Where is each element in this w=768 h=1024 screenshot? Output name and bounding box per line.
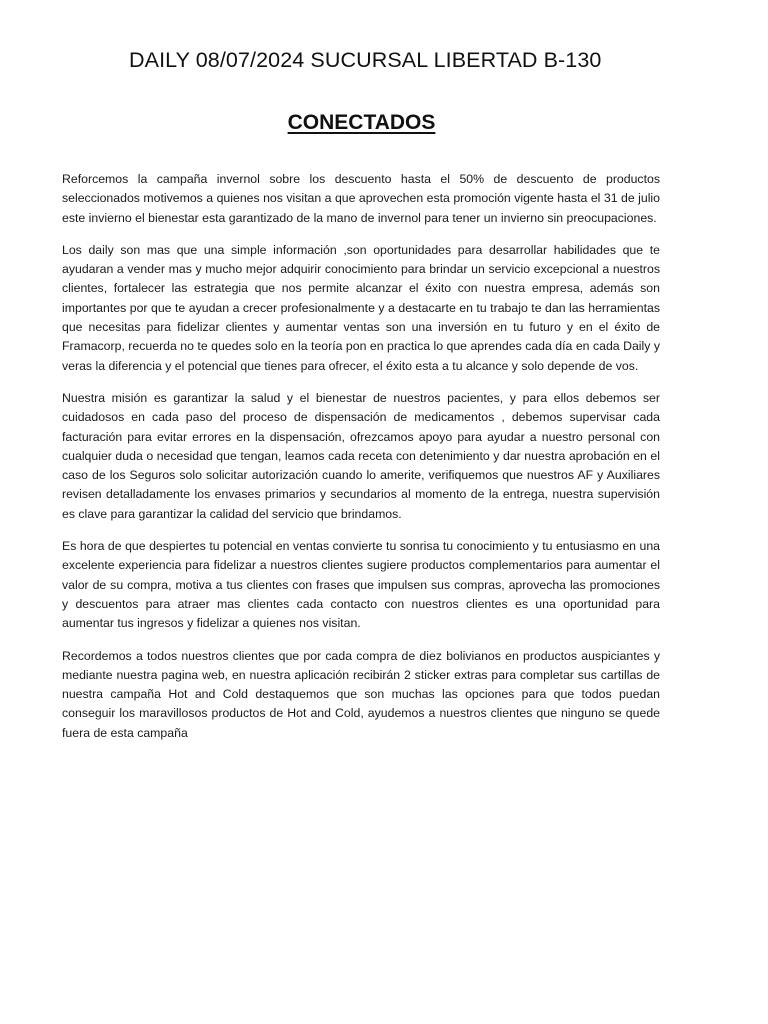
document-body — [62, 170, 660, 756]
paragraph-mission: Nuestra misión es garantizar la salud y el bienestar de nuestros pacientes, y para ellos debemos ser cuidadosos en cada paso del proceso de dispensación de medicamentos , debemos supervisar cada facturación para evitar errores en la dispensación, ofrezcamos apoyo para ayudar a nuestro personal con cualquier duda o necesidad que tengan, leamos cada receta con detenimiento y dar nuestra aprobación en el caso de los Seguros solo solicitar autorización cuando lo amerite, verifiquemos que nuestros AF y Auxiliares revisen detalladamente los envases primarios y secundarios al momento de la entrega, nuestra supervisión es clave para garantizar la calidad del servicio que brindamos. — [62, 390, 660, 521]
paragraph-sales-potential: Es hora de que despiertes tu potencial en ventas convierte tu sonrisa tu conocimiento y tu entusiasmo en una excelente experiencia para fidelizar a nuestros clientes sugiere productos complementarios para aumentar el valor de su compra, motiva a tus clientes con frases que impulsen sus compras, aprovecha las promociones y descuentos para atraer mas clientes cada contacto con nuestros clientes es una oportunidad para aumentar tus ingresos y fidelizar a quienes nos visitan. — [62, 539, 660, 631]
paragraph-daily-importance: Los daily son mas que una simple información ,son oportunidades para desarrollar habilidades que te ayudaran a vender mas y mucho mejor adquirir conocimiento para brindar un servicio excepcional a nuestros clientes, fortalecer las estrategia que nos permite alcanzar el éxito con nuestra empresa, además son importantes por que te ayudan a crecer profesionalmente y a destacarte en tu trabajo te dan las herramientas que necesitas para fidelizar clientes y aumentar ventas son una inversión en tu futuro y en el éxito de Framacorp, recuerda no te quedes solo en la teoría pon en practica lo que aprendes cada día en cada Daily y veras la diferencia y el potencial que tienes para ofrecer, el éxito esta a tu alcance y solo depende de vos. — [62, 242, 660, 373]
paragraph-hot-and-cold: Recordemos a todos nuestros clientes que por cada compra de diez bolivianos en productos auspiciantes y mediante nuestra pagina web, en nuestra aplicación recibirán 2 sticker extras para completar sus cartillas de nuestra campaña Hot and Cold destaquemos que son muchas las opciones para que todos puedan conseguir los maravillosos productos de Hot and Cold, ayudemos a nuestros clientes que ninguno se quede fuera de esta campaña — [62, 648, 660, 740]
paragraph-invernol-campaign: Reforcemos la campaña invernol sobre los descuento hasta el 50% de descuento de productos seleccionados motivemos a quienes nos visitan a que aprovechen esta promoción vigente hasta el 31 de julio este invierno el bienestar esta garantizado de la mano de invernol para tener un invierno sin preocupaciones. — [62, 172, 660, 225]
daily-header: DAILY 08/07/2024 SUCURSAL LIBERTAD B-130 — [129, 48, 602, 72]
document-title: CONECTADOS — [287, 111, 436, 134]
